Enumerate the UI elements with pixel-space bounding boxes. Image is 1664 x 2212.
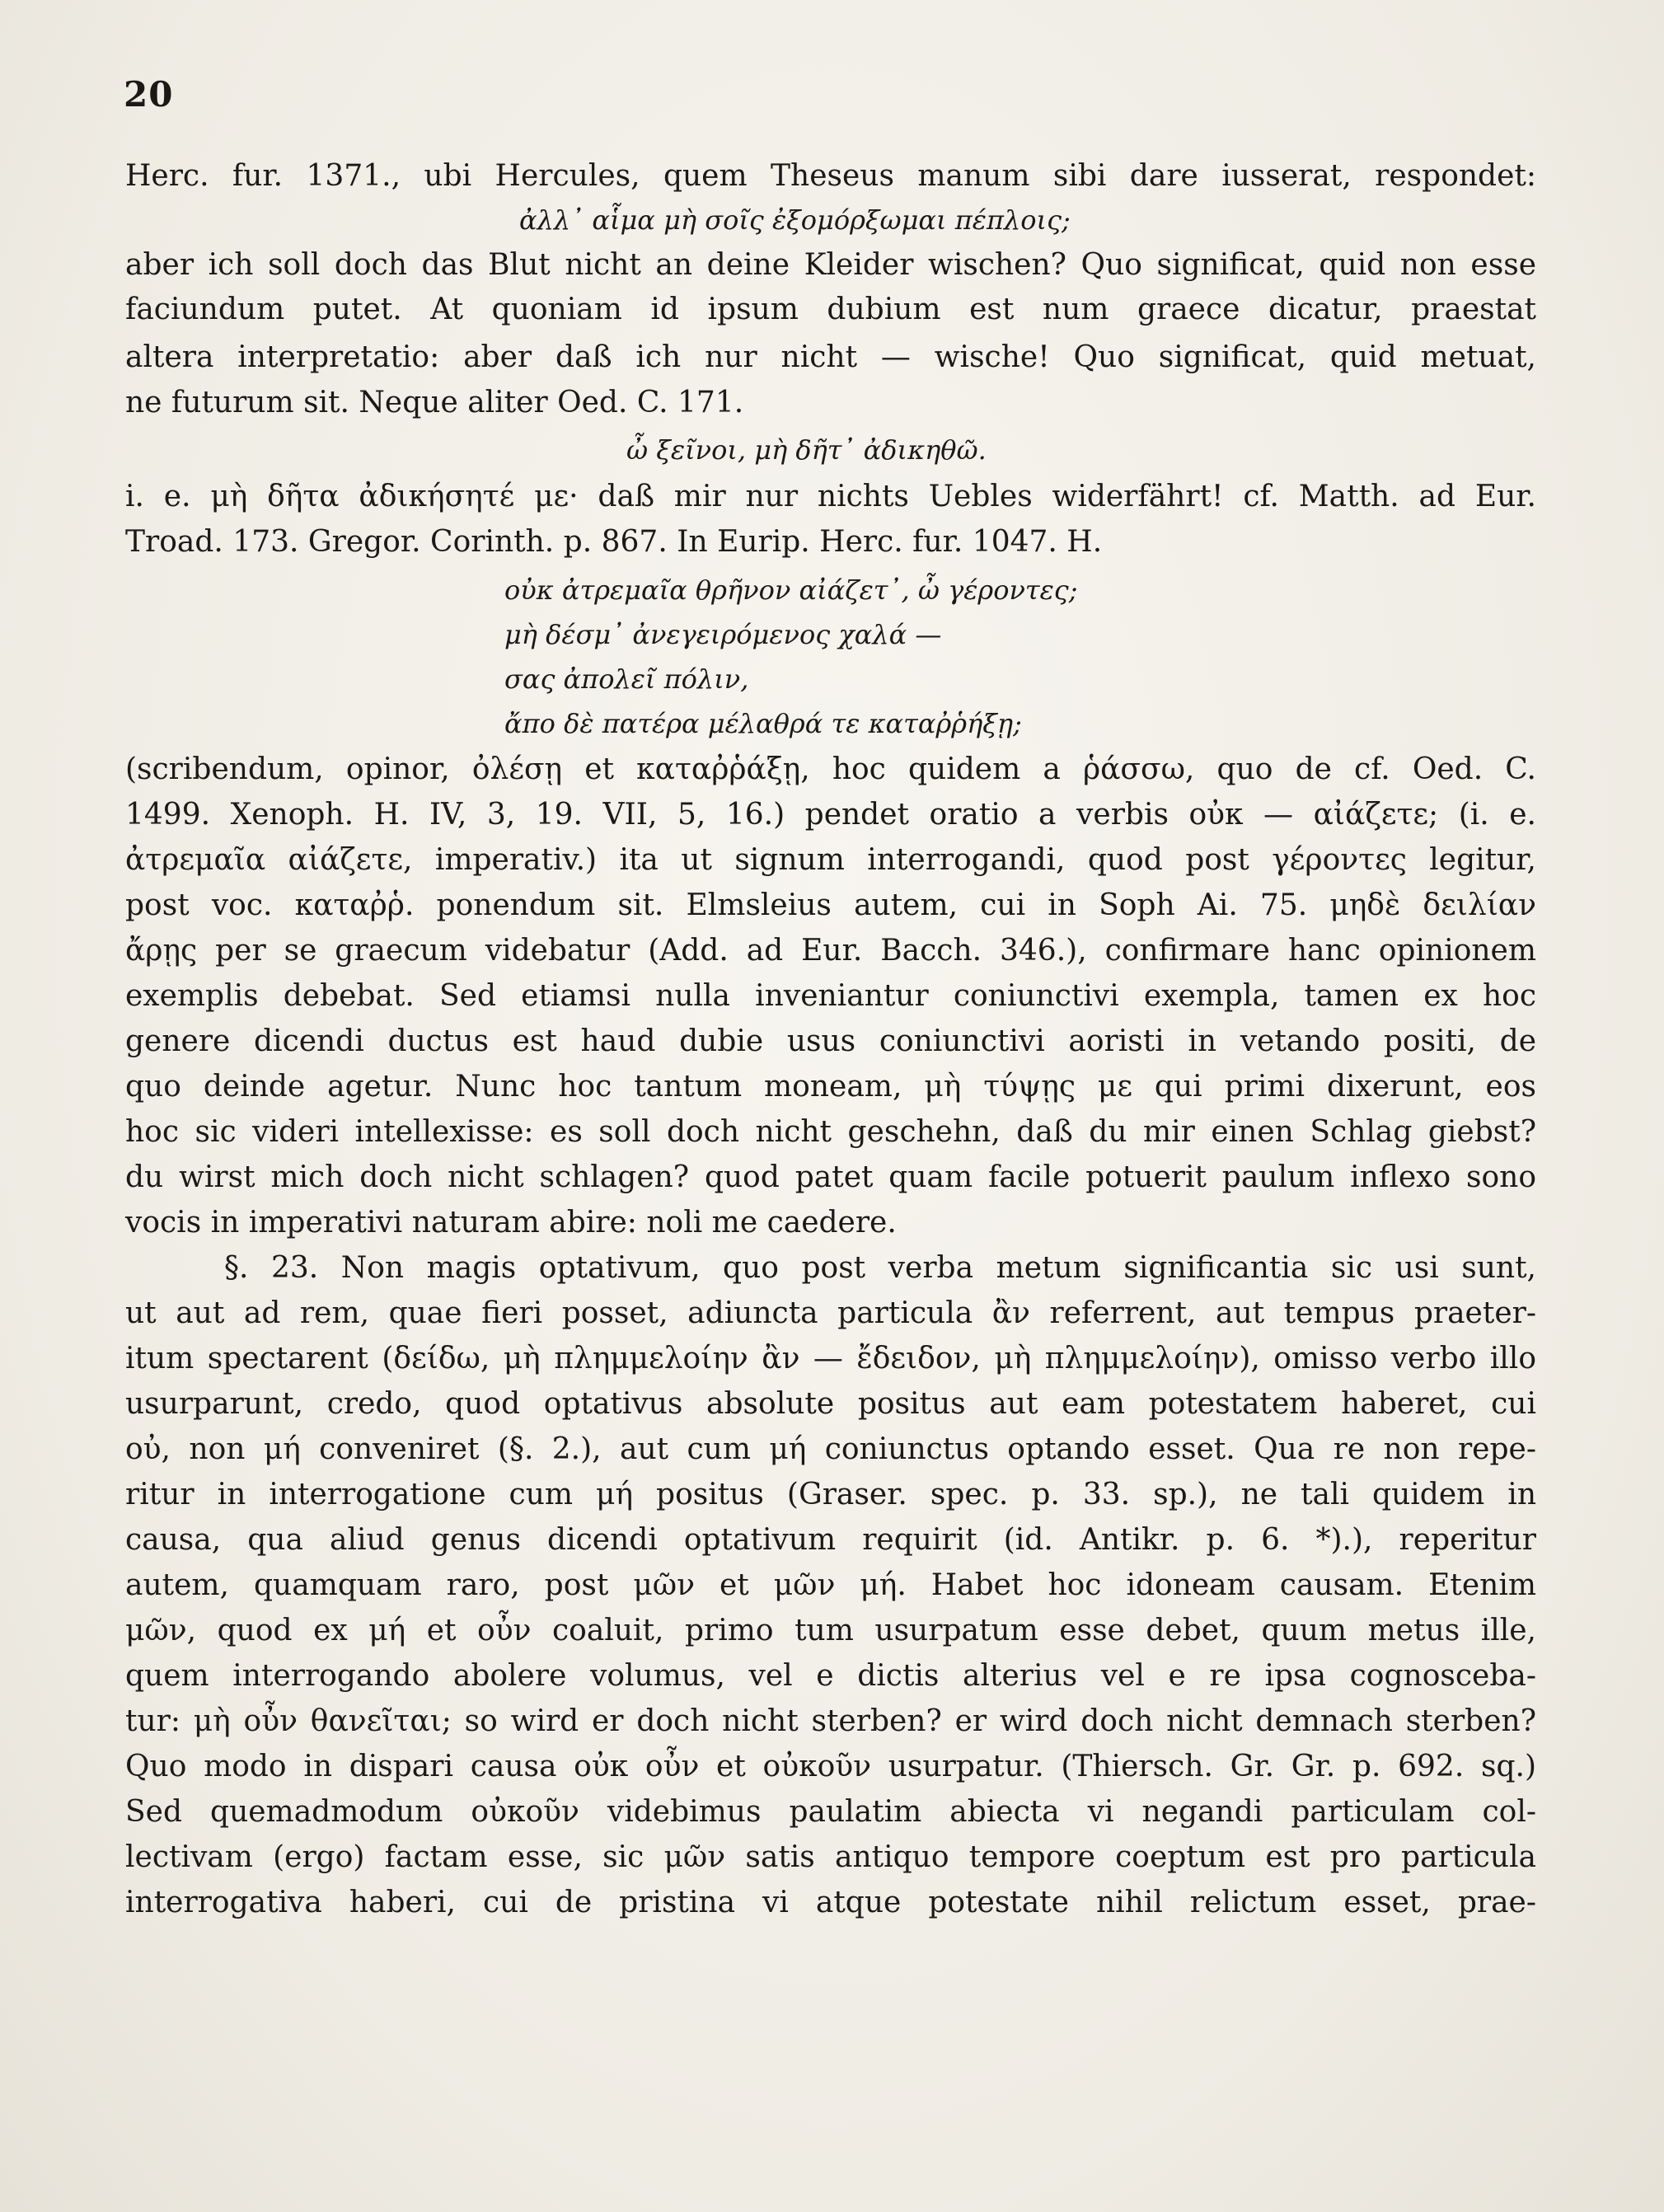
greek-verse: οὐκ ἀτρεμαῖα θρῆνον αἰάζετ᾽, ὦ γέροντες; (504, 574, 1078, 606)
text-line: οὐ, non μή conveniret (§. 2.), aut cum μή coniunctus optando esset. Qua re non repe- (125, 1432, 1536, 1466)
page-number: 20 (124, 74, 174, 115)
text-line: Quo modo in dispari causa οὐκ οὖν et οὐκοῦν usurpatur. (Thiersch. Gr. Gr. p. 692. sq.) (125, 1750, 1536, 1783)
text-line: Sed quemadmodum οὐκοῦν videbimus paulatim abiecta vi negandi particulam col- (125, 1795, 1536, 1829)
greek-verse: σας ἀπολεῖ πόλιν, (504, 663, 749, 695)
text-line: ἄρῃς per se graecum videbatur (Add. ad Eur. Bacch. 346.), confirmare hanc opinionem (125, 934, 1536, 968)
greek-verse: μὴ δέσμ᾽ ἀνεγειρόμενος χαλά — (504, 619, 942, 650)
text-line: quem interrogando abolere volumus, vel e dictis alterius vel e re ipsa cognosceba- (125, 1659, 1536, 1693)
text-line: ut aut ad rem, quae fieri posset, adiuncta particula ἂν referrent, aut tempus praeter- (125, 1296, 1536, 1330)
text-line: quo deinde agetur. Nunc hoc tantum moneam, μὴ τύψῃς με qui primi dixerunt, eos (125, 1070, 1536, 1104)
section-start-line: §. 23. Non magis optativum, quo post verba metum significantia sic usi sunt, (224, 1251, 1536, 1285)
text-line: interrogativa haberi, cui de pristina vi atque potestate nihil relictum esset, prae- (125, 1886, 1536, 1919)
text-line: lectivam (ergo) factam esse, sic μῶν satis antiquo tempore coeptum est pro particula (125, 1840, 1536, 1874)
greek-verse: ὦ ξεῖνοι, μὴ δῆτ᾽ ἀδικηθῶ. (626, 434, 987, 466)
text-line: tur: μὴ οὖν θανεῖται; so wird er doch nicht sterben? er wird doch nicht demnach sterben? (125, 1704, 1536, 1738)
text-line: faciundum putet. At quoniam id ipsum dubium est num graece dicatur, praestat (125, 293, 1536, 326)
text-line: Herc. fur. 1371., ubi Hercules, quem Theseus manum sibi dare iusserat, respondet: (125, 159, 1536, 193)
text-line: μῶν, quod ex μή et οὖν coaluit, primo tum usurpatum esse debet, quum metus ille, (125, 1614, 1536, 1647)
text-line: (scribendum, opinor, ὀλέσῃ et καταῤῥάξῃ, hoc quidem a ῥάσσω, quo de cf. Oed. C. (125, 752, 1536, 786)
text-line: exemplis debebat. Sed etiamsi nulla inveniantur coniunctivi exempla, tamen ex hoc (125, 979, 1536, 1013)
text-line: ἀτρεμαῖα αἰάζετε, imperativ.) ita ut signum interrogandi, quod post γέροντες legitur, (125, 843, 1536, 877)
text-line: ne futurum sit. Neque aliter Oed. C. 171. (125, 386, 744, 419)
greek-verse: ἄπο δὲ πατέρα μέλαθρά τε καταῤῥήξῃ; (504, 708, 1022, 739)
text-line: du wirst mich doch nicht schlagen? quod patet quam facile potuerit paulum inflexo sono (125, 1160, 1536, 1194)
text-line: i. e. μὴ δῆτα ἀδικήσητέ με· daß mir nur nichts Uebles widerfährt! cf. Matth. ad Eur. (125, 480, 1536, 513)
text-line: 1499. Xenoph. H. IV, 3, 19. VII, 5, 16.) pendet oratio a verbis οὐκ — αἰάζετε; (i. e. (125, 798, 1536, 832)
text-line: ritur in interrogatione cum μή positus (Graser. spec. p. 33. sp.), ne tali quidem in (125, 1478, 1536, 1511)
text-line: post voc. καταῤῥ. ponendum sit. Elmsleius autem, cui in Soph Ai. 75. μηδὲ δειλίαν (125, 888, 1536, 922)
text-line: genere dicendi ductus est haud dubie usus coniunctivi aoristi in vetando positi, de (125, 1024, 1536, 1058)
text-line: autem, quamquam raro, post μῶν et μῶν μή. Habet hoc idoneam causam. Etenim (125, 1568, 1536, 1602)
text-line: Troad. 173. Gregor. Corinth. p. 867. In Eurip. Herc. fur. 1047. H. (125, 525, 1103, 559)
text-line: usurparunt, credo, quod optativus absolute positus aut eam potestatem haberet, cui (125, 1387, 1536, 1421)
text-line: altera interpretatio: aber daß ich nur nicht — wische! Quo significat, quid metuat, (125, 340, 1536, 374)
text-line: aber ich soll doch das Blut nicht an deine Kleider wischen? Quo significat, quid non esse (125, 248, 1536, 282)
greek-verse: ἀλλ᾽ αἷμα μὴ σοῖς ἐξομόρξωμαι πέπλοις; (519, 204, 1071, 236)
text-line: vocis in imperativi naturam abire: noli me caedere. (125, 1206, 897, 1240)
text-line: hoc sic videri intellexisse: es soll doch nicht geschehn, daß du mir einen Schlag giebst? (125, 1115, 1536, 1149)
text-line: itum spectarent (δείδω, μὴ πλημμελοίην ἂν — ἔδειδον, μὴ πλημμελοίην), omisso verbo illo (125, 1342, 1536, 1375)
text-line: causa, qua aliud genus dicendi optativum requirit (id. Antikr. p. 6. *).), reperitur (125, 1523, 1536, 1557)
